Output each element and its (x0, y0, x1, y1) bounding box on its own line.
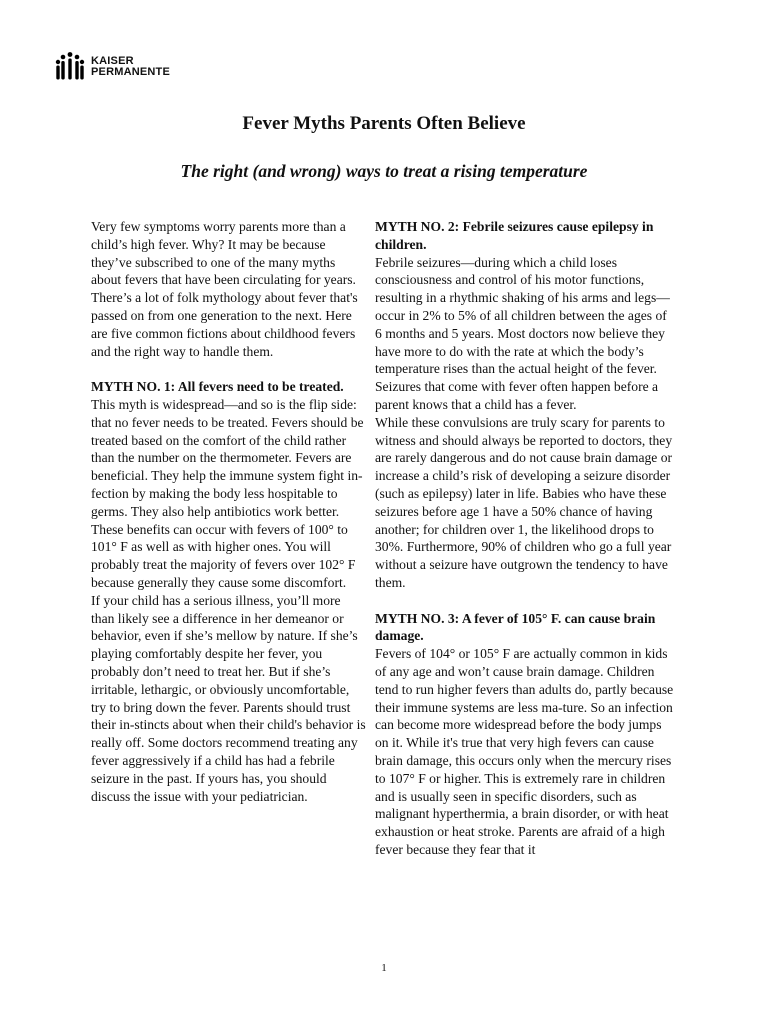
myth1-paragraph-2: If your child has a serious illness, you’ll more than likely see a difference in her demeanor or behavior, even if she’s mellow by nature. If she’s playing comfortably despite her fever, you probably don’t need to treat her. But if she’s irritable, lethargic, or obviously uncomfortable, try to bring down the fever. Parents should trust their in-stincts about when their child's behavior is really off. Some doctors recommend treating any fever aggressively if a child has had a febrile seizure in the past. If yours has, you should discuss the issue with your pediatrician. (91, 592, 366, 804)
myth1-heading: MYTH NO. 1: All fevers need to be treated. (91, 379, 344, 395)
logo-line-2: PERMANENTE (91, 66, 171, 78)
logo-wordmark (91, 56, 170, 78)
myth2-heading: MYTH NO. 2: Febrile seizures cause epilepsy in children. (375, 219, 654, 252)
myth2-paragraph-1: Febrile seizures—during which a child loses consciousness and control of his motor functions, resulting in a rhythmic shaking of his arms and legs—occur in 2% to 5% of all children between the ages of 6 months and 5 years. Most doctors now believe they have more to do with the rate at which the body’s temperature rises than the actual height of the fever. Seizures that come with fever often happen before a parent knows that a child has a fever. (375, 254, 670, 412)
right-column (375, 218, 675, 859)
page-number: 1 (381, 962, 387, 974)
myth1-paragraph-1: This myth is widespread—and so is the flip side: that no fever needs to be treated. Fevers should be treated based on the comfort of the child rather than the number on the thermometer. Fevers are beneficial. They help the immune system fight in-fection by making the body less hospitable to germs. They also help antibiotics work better. These benefits can occur with fevers of 100° to 101° F as well as with higher ones. You will probably treat the majority of fevers over 102° F because generally they cause some discomfort. (91, 396, 364, 590)
kaiser-permanente-logo (52, 50, 170, 84)
myth3-heading: MYTH NO. 3: A fever of 105° F. can cause brain damage. (375, 610, 656, 644)
myth3-paragraph-1: Fevers of 104° or 105° F are actually common in kids of any age and won’t cause brain damage. Children tend to run higher fevers than adults do, partly because their immune systems are less ma-ture. So an infection can become more widespread before the body jumps on it. While it's true that very high fevers can cause brain damage, this occurs only when the mercury rises to 107° F or higher. This is extremely rare in children and is usually seen in specific disorders, such as malignant hyperthermia, a brain disorder, or with heat exhaustion or heat stroke. Parents are afraid of a high fever because they fear that it (375, 646, 674, 857)
document-subtitle: The right (and wrong) ways to treat a rising temperature (180, 161, 588, 181)
kaiser-logo-icon (52, 50, 88, 84)
logo-line-1: KAISER (91, 55, 134, 67)
left-column (91, 218, 366, 805)
document-title: Fever Myths Parents Often Believe (242, 113, 526, 134)
intro-paragraph: Very few symptoms worry parents more than a child’s high fever. Why? It may be because they’ve subscribed to one of the many myths about fevers that have been circulating for years. There’s a lot of folk mythology about fever that's passed on from one generation to the next. Here are five common fictions about childhood fevers and the right way to handle them. (91, 219, 358, 359)
myth2-paragraph-2: While these convulsions are truly scary for parents to witness and should always be reported to doctors, they are rarely dangerous and do not cause brain damage or increase a child’s risk of developing a seizure disorder (such as epilepsy) later in life. Babies who have these seizures before age 1 have a 50% chance of having another; for children over 1, the likelihood drops to 30%. Furthermore, 90% of children who go a full year without a seizure have outgrown the tendency to have them. (375, 414, 673, 590)
